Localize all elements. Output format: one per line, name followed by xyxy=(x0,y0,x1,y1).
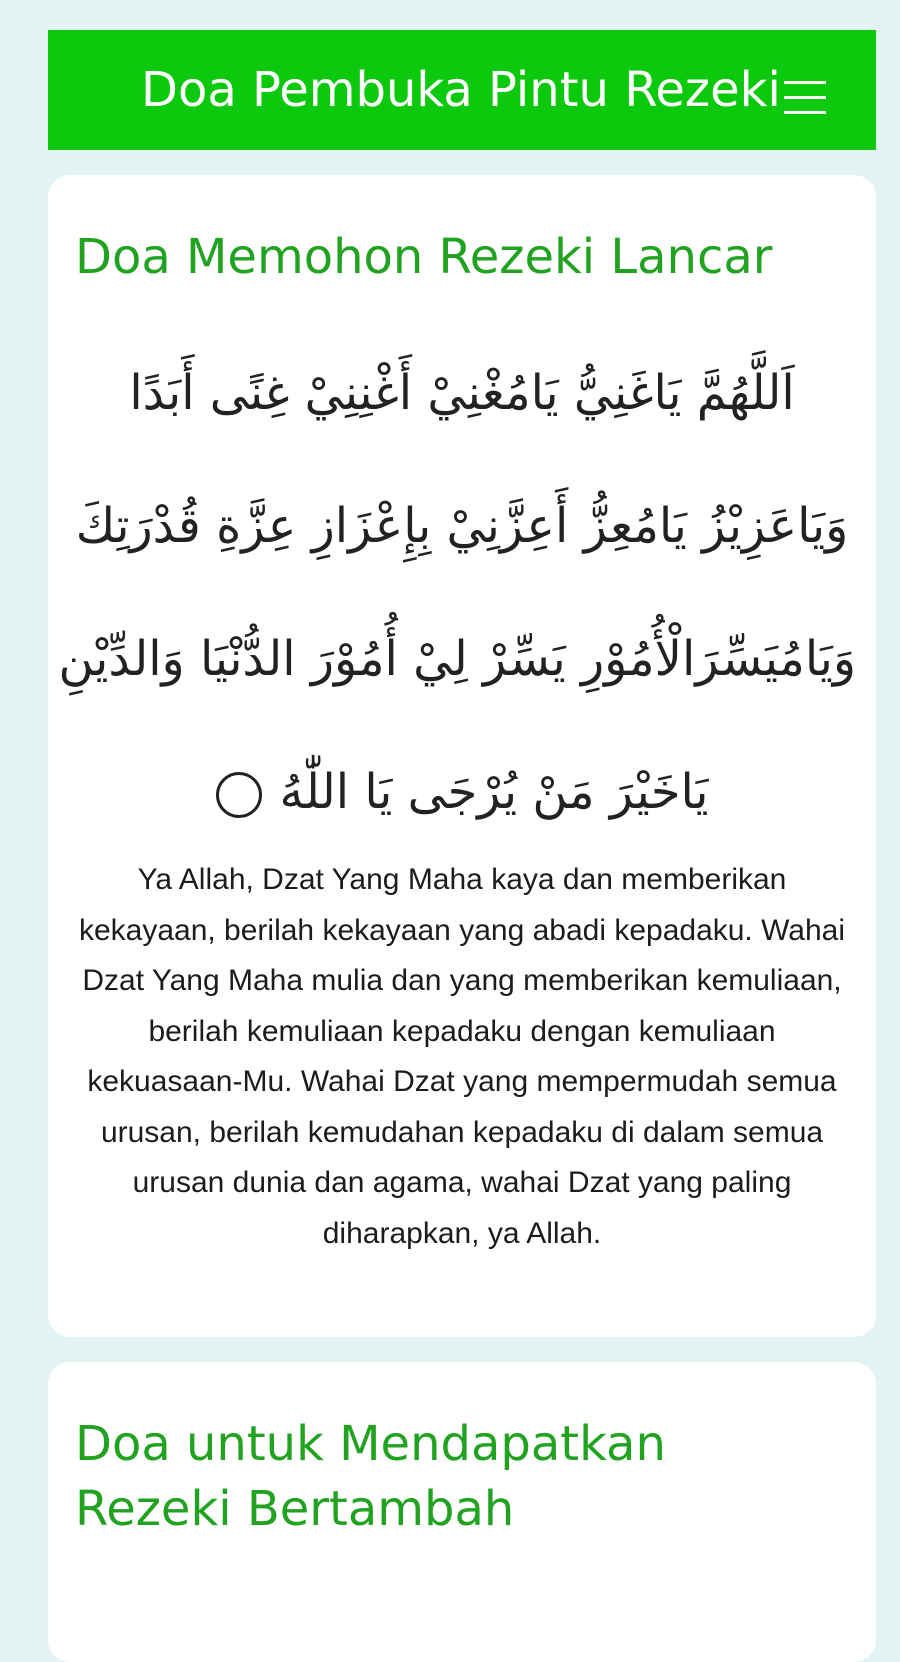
doa-translation: Ya Allah, Dzat Yang Maha kaya dan memberikan kekayaan, berilah kekayaan yang abadi kepadaku. Wahai Dzat Yang Maha mulia dan yang memberikan kemuliaan, berilah kemuliaan kepadaku dengan kemuliaan kekuasaan-Mu. Wahai Dzat yang mempermudah semua urusan, berilah kemudahan kepadaku di dalam semua urusan dunia dan agama, wahai Dzat yang paling diharapkan, ya Allah. xyxy=(78,863,846,1250)
arabic-text xyxy=(58,327,856,859)
doa-card xyxy=(48,175,876,1337)
doa-card xyxy=(48,1362,876,1662)
arabic-line: وَيَاعَزِيْزُ يَامُعِزُّ أَعِزَّنِيْ بِإِعْزَازِ عِزَّةِ قُدْرَتِكَ xyxy=(75,498,849,554)
menu-line xyxy=(784,96,826,99)
arabic-line-last xyxy=(68,726,856,859)
ayah-end-circle-icon xyxy=(216,772,262,818)
menu-line xyxy=(784,111,826,114)
doa-title: Doa untuk Mendapatkan Rezeki Bertambah xyxy=(75,1416,666,1537)
app-header xyxy=(48,30,876,150)
arabic-line: اَللَّهُمَّ يَاغَنِيُّ يَامُغْنِيْ أَغْنِنِيْ غِنًى أَبَدًا xyxy=(129,365,795,421)
arabic-line-text: يَاخَيْرَ مَنْ يُرْجَى يَا اللّٰهُ xyxy=(279,764,709,820)
doa-title: Doa Memohon Rezeki Lancar xyxy=(75,229,773,285)
page-title: Doa Pembuka Pintu Rezeki xyxy=(141,62,781,118)
menu-line xyxy=(784,81,826,84)
arabic-line: وَيَامُيَسِّرَالْأُمُوْرِ يَسِّرْ لِيْ أُمُوْرَ الدُّنْيَا وَالدِّيْنِ xyxy=(58,631,856,687)
hamburger-menu-icon[interactable] xyxy=(784,81,826,115)
